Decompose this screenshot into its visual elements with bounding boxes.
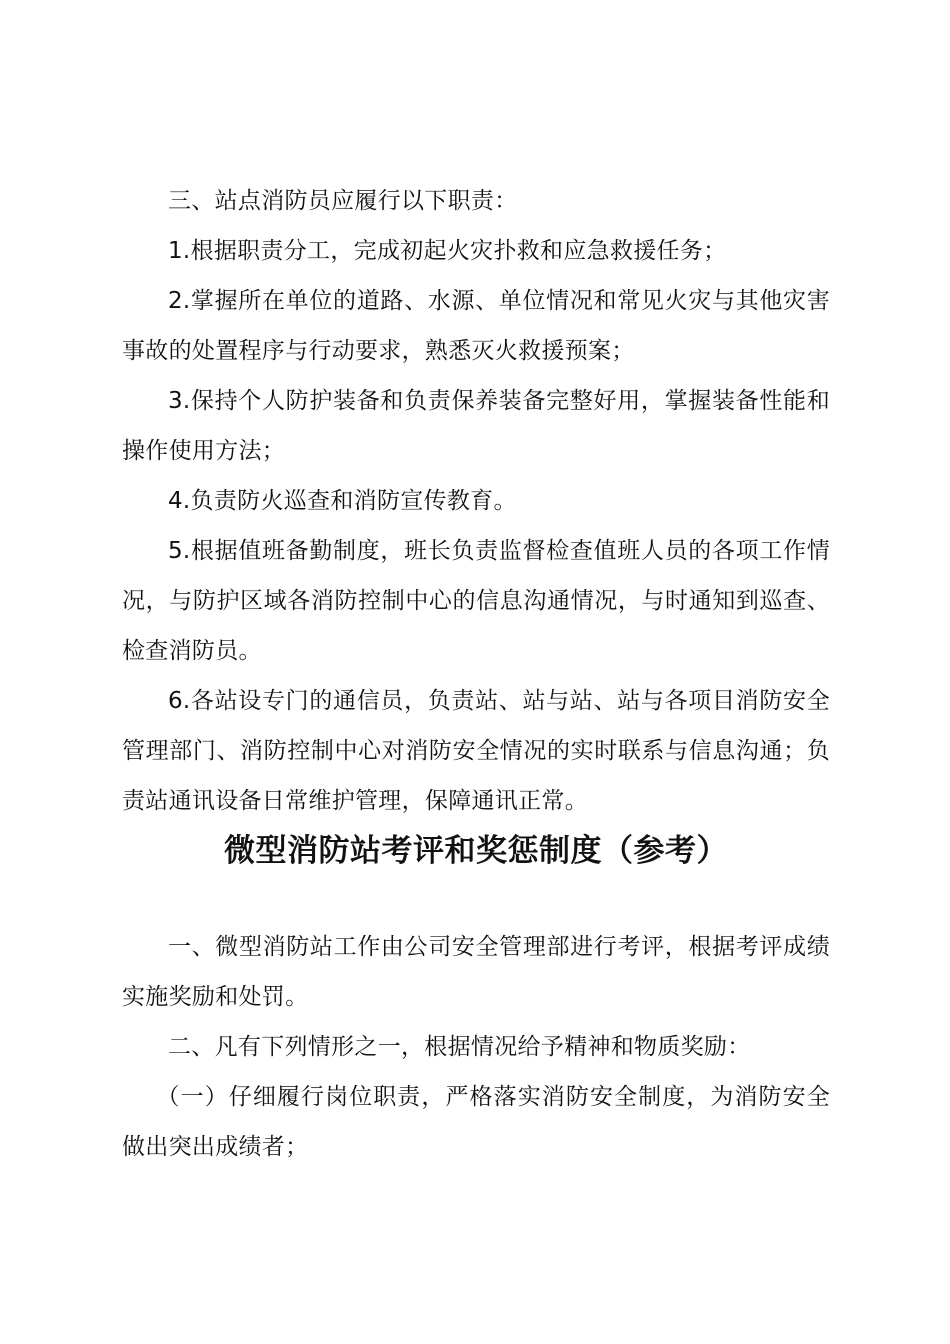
duty-item-3: 3.保持个人防护装备和负责保养装备完整好用，掌握装备性能和操作使用方法； bbox=[122, 388, 830, 464]
spacer bbox=[122, 876, 830, 922]
duty-item-4: 4.负责防火巡查和消防宣传教育。 bbox=[168, 488, 517, 514]
evaluation-paragraph-1: 一、微型消防站工作由公司安全管理部进行考评，根据考评成绩实施奖励和处罚。 bbox=[122, 934, 830, 1010]
duty-item-6: 6.各站设专门的通信员，负责站、站与站、站与各项目消防安全管理部门、消防控制中心对消防安全情况的实时联系与信息沟通；负责站通讯设备日常维护管理，保障通讯正常。 bbox=[122, 688, 830, 814]
section-heading-duties: 三、站点消防员应履行以下职责： bbox=[168, 188, 518, 214]
duty-item-1: 1.根据职责分工，完成初起火灾扑救和应急救援任务； bbox=[168, 238, 727, 264]
evaluation-paragraph-2: 二、凡有下列情形之一，根据情况给予精神和物质奖励： bbox=[168, 1034, 751, 1060]
duty-item-2: 2.掌握所在单位的道路、水源、单位情况和常见火灾与其他灾害事故的处置程序与行动要求，熟悉灭火救援预案； bbox=[122, 288, 830, 364]
duty-item-5: 5.根据值班备勤制度，班长负责监督检查值班人员的各项工作情况，与防护区域各消防控制中心的信息沟通情况，与时通知到巡查、检查消防员。 bbox=[122, 538, 830, 664]
section-title-evaluation: 微型消防站考评和奖惩制度（参考） bbox=[224, 833, 728, 869]
evaluation-paragraph-3: （一）仔细履行岗位职责，严格落实消防安全制度，为消防安全做出突出成绩者； bbox=[122, 1084, 830, 1160]
document-page bbox=[122, 176, 830, 1172]
